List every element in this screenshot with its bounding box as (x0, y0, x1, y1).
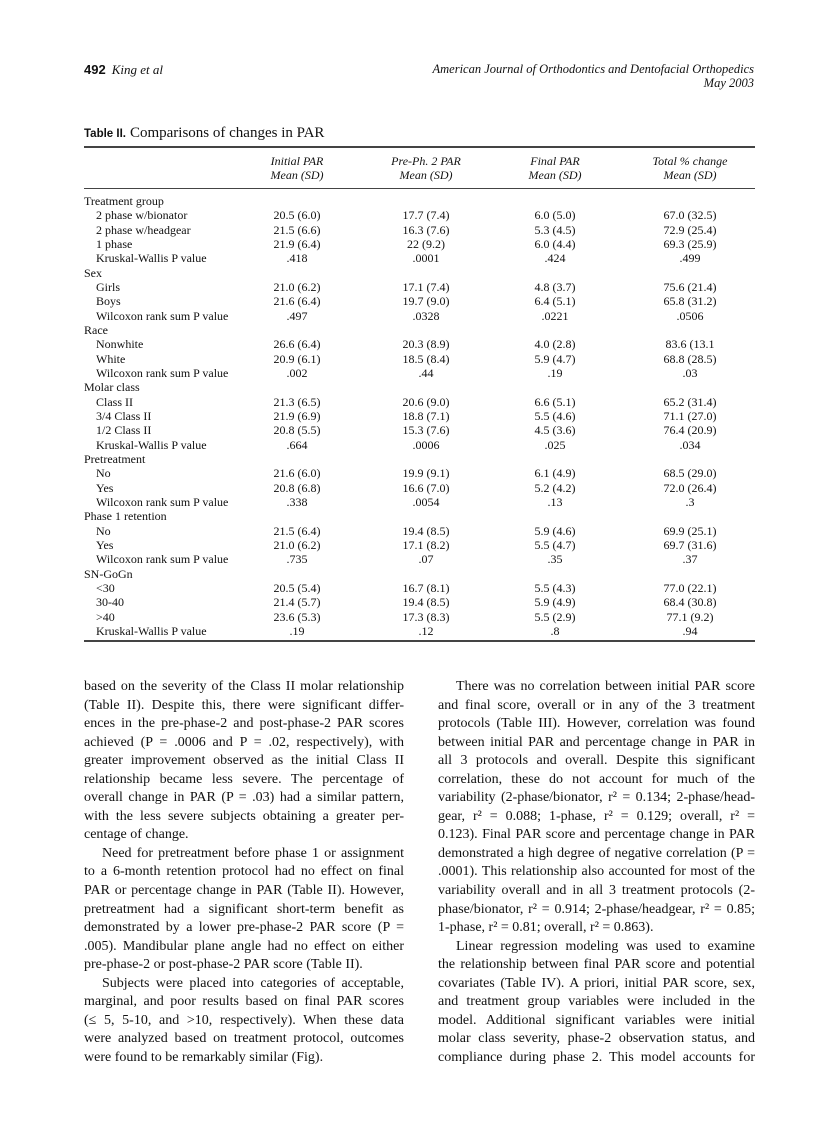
table-row (84, 208, 755, 222)
table-cell: .94 (682, 623, 698, 638)
text-line: Subjects were placed into categories of acceptable, (102, 975, 404, 991)
table-cell: 17.7 (7.4) (402, 208, 450, 223)
row-label: 2 phase w/headgear (96, 222, 191, 237)
col-header-line: Mean (SD) (399, 168, 453, 182)
table-header-rule (84, 188, 755, 189)
body-left-column (84, 678, 404, 1067)
table-top-rule (84, 146, 755, 148)
text-line: covariates (Table IV). A priori, initial PAR score, sex, (438, 975, 755, 991)
table-cell: 77.1 (9.2) (666, 609, 714, 624)
table-row (84, 538, 755, 552)
running-header-left (84, 62, 163, 78)
table-cell: 69.3 (25.9) (663, 236, 717, 251)
table-cell: 21.0 (6.2) (273, 537, 321, 552)
table-group-row (84, 509, 755, 523)
table-row (84, 481, 755, 495)
text-line: (≤ 5, 5-10, and >10, respectively). When these data (84, 1012, 404, 1028)
row-label: Kruskal-Wallis P value (96, 623, 207, 638)
table-row (84, 294, 755, 308)
table-cell: .03 (682, 365, 698, 380)
row-label: 30-40 (96, 595, 124, 610)
table-cell: 23.6 (5.3) (273, 609, 321, 624)
table-cell: 75.6 (21.4) (663, 279, 717, 294)
table-cell: 72.9 (25.4) (663, 222, 717, 237)
row-label: Wilcoxon rank sum P value (96, 308, 229, 323)
row-label: No (96, 523, 111, 538)
text-line: pretreatment had a significant short-term benefit as (84, 901, 404, 917)
table-cell: 5.9 (4.6) (534, 523, 576, 538)
table-cell: .002 (286, 365, 308, 380)
table-cell: .499 (679, 251, 701, 266)
table-row (84, 237, 755, 251)
table-cell: .418 (286, 251, 308, 266)
text-line: relationship became less severe. The percentage of (84, 771, 404, 787)
table-cell: 20.8 (5.5) (273, 423, 321, 438)
table-cell: 18.5 (8.4) (402, 351, 450, 366)
table-cell: 5.9 (4.7) (534, 351, 576, 366)
table-cell: 68.8 (28.5) (663, 351, 717, 366)
text-line: compliance during phase 2. This model accounts for (438, 1049, 755, 1065)
row-label: Class II (96, 394, 133, 409)
table-cell: 6.4 (5.1) (534, 294, 576, 309)
row-label: Wilcoxon rank sum P value (96, 365, 229, 380)
table-cell: 21.9 (6.4) (273, 236, 321, 251)
table-cell: 22 (9.2) (407, 236, 445, 251)
table-cell: 65.2 (31.4) (663, 394, 717, 409)
table-cell: .3 (685, 494, 695, 509)
table-cell: .025 (544, 437, 566, 452)
table-cell: 76.4 (20.9) (663, 423, 717, 438)
table-cell: .8 (550, 623, 560, 638)
row-label: SN-GoGn (84, 566, 133, 581)
table-label: Table II. (84, 128, 126, 140)
col-header-line: Initial PAR (270, 154, 324, 168)
row-label: No (96, 466, 111, 481)
table-cell: .424 (544, 251, 566, 266)
col-header-line: Final PAR (530, 154, 580, 168)
table-cell: 5.5 (2.9) (534, 609, 576, 624)
table-group-row (84, 567, 755, 581)
col-header-line: Mean (SD) (663, 168, 717, 182)
text-line: to a 6-month retention protocol had no effect on final (84, 864, 404, 880)
row-label: 2 phase w/bionator (96, 208, 188, 223)
row-label: White (96, 351, 126, 366)
row-label: Nonwhite (96, 337, 144, 352)
text-line: were found to be remarkably similar (Fig). (84, 1049, 324, 1065)
table-cell: .0054 (412, 494, 440, 509)
table-cell: 5.9 (4.9) (534, 595, 576, 610)
table-cell: 19.7 (9.0) (402, 294, 450, 309)
table-cell: 21.4 (5.7) (273, 595, 321, 610)
text-line: gear, r² = 0.088; 1-phase, r² = 0.129; overall, r² = (438, 808, 755, 824)
table-row (84, 395, 755, 409)
table-cell: 5.5 (4.7) (534, 537, 576, 552)
col-header-line: Mean (SD) (528, 168, 582, 182)
issue-date: May 2003 (703, 76, 754, 90)
table-cell: .13 (547, 494, 563, 509)
table-row (84, 251, 755, 265)
table-cell: 5.5 (4.3) (534, 580, 576, 595)
table-cell: .735 (286, 552, 308, 567)
table-row (84, 595, 755, 609)
table-row (84, 495, 755, 509)
table-group-row (84, 266, 755, 280)
text-line: Linear regression modeling was used to examine (456, 938, 755, 954)
text-line: greater improvement observed as the initial Class II (84, 753, 404, 769)
text-line: between initial PAR and percentage change in PAR in (438, 734, 755, 750)
table-row (84, 552, 755, 566)
table-cell: 83.6 (13.1 (665, 337, 715, 352)
table-cell: 16.3 (7.6) (402, 222, 450, 237)
table-cell: 21.5 (6.4) (273, 523, 321, 538)
text-line: phase/bionator, r² = 0.914; 2-phase/headgear, r² = 0.85; (438, 901, 755, 917)
row-label: Treatment group (84, 194, 164, 208)
text-line: There was no correlation between initial PAR score (456, 679, 755, 694)
table-cell: 20.5 (6.0) (273, 208, 321, 223)
table-cell: 20.5 (5.4) (273, 580, 321, 595)
table-cell: 21.6 (6.4) (273, 294, 321, 309)
table-cell: 6.1 (4.9) (534, 466, 576, 481)
table-cell: .338 (286, 494, 308, 509)
table-cell: 19.9 (9.1) (402, 466, 450, 481)
table-cell: .12 (418, 623, 434, 638)
table-cell: 20.3 (8.9) (402, 337, 450, 352)
row-label: Boys (96, 294, 121, 309)
table-cell: 20.8 (6.8) (273, 480, 321, 495)
row-label: Pretreatment (84, 451, 146, 466)
table-row (84, 581, 755, 595)
paragraph (84, 678, 404, 845)
table-cell: 68.4 (30.8) (663, 595, 717, 610)
table-cell: 21.3 (6.5) (273, 394, 321, 409)
row-label: Kruskal-Wallis P value (96, 251, 207, 266)
table-cell: .0006 (412, 437, 440, 452)
table-row (84, 423, 755, 437)
table-cell: 20.6 (9.0) (402, 394, 450, 409)
text-line: centage of change. (84, 827, 189, 843)
table-cell: 21.5 (6.6) (273, 222, 321, 237)
table-cell: .0328 (412, 308, 440, 323)
text-line: variability overall and in all 3 treatment protocols (2- (438, 883, 755, 899)
table-cell: 71.1 (27.0) (663, 408, 717, 423)
table-cell: .034 (679, 437, 701, 452)
table-cell: .0506 (676, 308, 704, 323)
table-row (84, 466, 755, 480)
col-header-line: Total % change (652, 154, 728, 168)
table-cell: 69.7 (31.6) (663, 537, 717, 552)
table-cell: 4.0 (2.8) (534, 337, 576, 352)
table-cell: 15.3 (7.6) (402, 423, 450, 438)
table-cell: 21.6 (6.0) (273, 466, 321, 481)
paragraph (438, 938, 755, 1068)
table-group-row (84, 194, 755, 208)
row-label: Race (84, 322, 108, 337)
text-line: overall change in PAR (P = .03) had a similar pattern, (84, 790, 404, 806)
table-cell: 5.3 (4.5) (534, 222, 576, 237)
row-label: 1/2 Class II (96, 423, 152, 438)
text-line: demonstrated by a lower pre-phase-2 PAR score (P = (84, 920, 404, 936)
table-row (84, 524, 755, 538)
row-label: Kruskal-Wallis P value (96, 437, 207, 452)
text-line: pre-phase-2 or post-phase-2 PAR score (Table II). (84, 957, 363, 973)
table-row (84, 610, 755, 624)
table-cell: 77.0 (22.1) (663, 580, 717, 595)
table-cell: 17.1 (8.2) (402, 537, 450, 552)
text-line: ences in the pre-phase-2 and post-phase-2 PAR scores (84, 716, 404, 732)
row-label: <30 (96, 580, 115, 595)
text-line: 1-phase, r² = 0.81; overall, r² = 0.863). (438, 920, 654, 936)
table-cell: .497 (286, 308, 308, 323)
text-line: were analyzed based on treatment protocol, outcomes (84, 1031, 404, 1047)
table-cell: .664 (286, 437, 308, 452)
text-line: .0001). This relationship also accounted for most of the (438, 864, 755, 880)
text-line: PAR or percentage change in PAR (Table II). However, (84, 883, 404, 899)
table-cell: 17.1 (7.4) (402, 279, 450, 294)
table-caption (84, 125, 324, 142)
table-cell: 6.0 (5.0) (534, 208, 576, 223)
paragraph (84, 845, 404, 975)
table-cell: .44 (418, 365, 434, 380)
row-label: Wilcoxon rank sum P value (96, 494, 229, 509)
text-line: Need for pretreatment before phase 1 or assignment (102, 845, 404, 861)
text-line: with the less severe subjects obtaining a greater per- (84, 808, 404, 824)
table-row (84, 352, 755, 366)
table-cell: .35 (547, 552, 563, 567)
table-row (84, 438, 755, 452)
table-row (84, 223, 755, 237)
table-group-row (84, 380, 755, 394)
text-line: correlation, these do not account for much of the (438, 771, 755, 787)
table-cell: 21.9 (6.9) (273, 408, 321, 423)
table-cell: 16.7 (8.1) (402, 580, 450, 595)
row-label: >40 (96, 609, 115, 624)
row-label: 3/4 Class II (96, 408, 152, 423)
table-cell: .19 (289, 623, 305, 638)
text-line: and treatment group variables were included in the (438, 994, 755, 1010)
table-cell: .37 (682, 552, 698, 567)
table-cell: 21.0 (6.2) (273, 279, 321, 294)
table-cell: .07 (418, 552, 434, 567)
table-cell: 19.4 (8.5) (402, 523, 450, 538)
text-line: (Table II). Despite this, there were significant differ- (84, 697, 404, 713)
authors: King et al (111, 62, 163, 77)
table-cell: 17.3 (8.3) (402, 609, 450, 624)
table-cell: 65.8 (31.2) (663, 294, 717, 309)
table-cell: 26.6 (6.4) (273, 337, 321, 352)
col-header-initial-par (227, 154, 367, 182)
table-cell: 20.9 (6.1) (273, 351, 321, 366)
table-cell: 68.5 (29.0) (663, 466, 717, 481)
paragraph (438, 678, 755, 938)
row-label: Phase 1 retention (84, 509, 167, 524)
table-group-row (84, 452, 755, 466)
table-cell: 5.5 (4.6) (534, 408, 576, 423)
col-header-line: Mean (SD) (270, 168, 324, 182)
row-label: Sex (84, 265, 102, 280)
text-line: based on the severity of the Class II molar relationship (84, 679, 404, 694)
table-cell: 6.6 (5.1) (534, 394, 576, 409)
table-row (84, 309, 755, 323)
text-line: marginal, and poor results based on final PAR scores (84, 994, 404, 1010)
table-cell: 5.2 (4.2) (534, 480, 576, 495)
table-cell: 6.0 (4.4) (534, 236, 576, 251)
row-label: Wilcoxon rank sum P value (96, 552, 229, 567)
table-cell: 4.8 (3.7) (534, 279, 576, 294)
text-line: all 3 protocols and overall. Despite this significant (438, 753, 755, 769)
table-cell: 69.9 (25.1) (663, 523, 717, 538)
col-header-pre-ph2-par (356, 154, 496, 182)
table-cell: 4.5 (3.6) (534, 423, 576, 438)
table-cell: .0001 (412, 251, 440, 266)
running-header-right (433, 62, 755, 90)
text-line: and final score, overall or in any of the 3 treatment (438, 697, 755, 713)
table-cell: 18.8 (7.1) (402, 408, 450, 423)
table-row (84, 280, 755, 294)
text-line: the relationship between final PAR score and potential (438, 957, 755, 973)
table-row (84, 409, 755, 423)
page-number: 492 (84, 62, 106, 77)
table-row (84, 624, 755, 638)
row-label: 1 phase (96, 236, 133, 251)
table-cell: 16.6 (7.0) (402, 480, 450, 495)
row-label: Yes (96, 480, 114, 495)
text-line: model. Additional significant variables were initial (438, 1012, 755, 1028)
table-group-row (84, 323, 755, 337)
table-row (84, 366, 755, 380)
table-title: Comparisons of changes in PAR (129, 125, 325, 141)
body-right-column (438, 678, 755, 1067)
table-cell: .19 (547, 365, 563, 380)
row-label: Molar class (84, 380, 140, 395)
text-line: achieved (P = .0006 and P = .02, respectively), with (84, 734, 404, 750)
table-bottom-rule (84, 640, 755, 642)
row-label: Yes (96, 537, 114, 552)
table-row (84, 337, 755, 351)
text-line: 0.123). Final PAR score and percentage change in PAR (438, 827, 755, 843)
text-line: .005). Mandibular plane angle had no effect on either (84, 938, 404, 954)
col-header-total-change (620, 154, 760, 182)
col-header-final-par (485, 154, 625, 182)
table-cell: 67.0 (32.5) (663, 208, 717, 223)
row-label: Girls (96, 279, 120, 294)
table-cell: 19.4 (8.5) (402, 595, 450, 610)
paragraph (84, 975, 404, 1068)
journal-name: American Journal of Orthodontics and Dentofacial Orthopedics (432, 62, 754, 76)
text-line: molar class severity, phase-2 observation status, and (438, 1031, 755, 1047)
text-line: protocols (Table III). However, correlation was found (438, 716, 755, 732)
table-cell: .0221 (541, 308, 569, 323)
col-header-line: Pre-Ph. 2 PAR (391, 154, 461, 168)
text-line: variability (2-phase/bionator, r² = 0.134; 2-phase/head- (438, 790, 755, 806)
table-cell: 72.0 (26.4) (663, 480, 717, 495)
text-line: demonstrated a high degree of negative correlation (P = (438, 845, 755, 861)
